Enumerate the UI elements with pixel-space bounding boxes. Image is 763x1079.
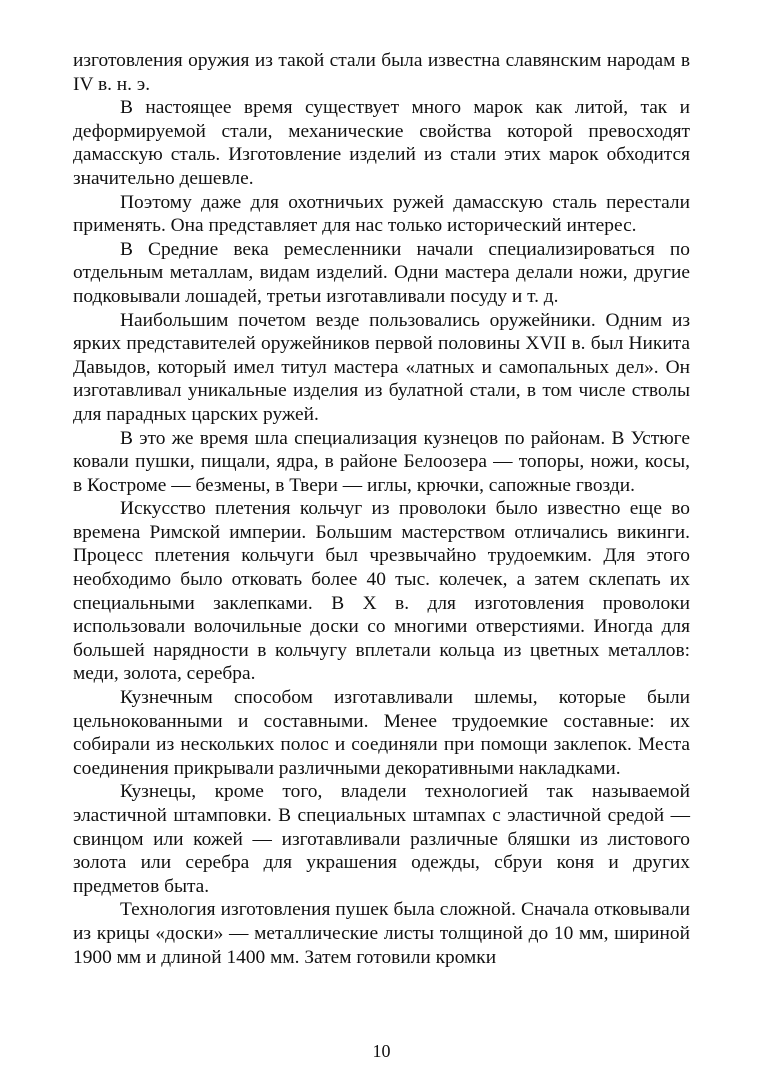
paragraph-6: В это же время шла специализация кузнецов по районам. В Устюге ковали пушки, пищали, ядра, в районе Белоозера — топоры, ножи, косы, в Костроме — безмены, в Твери — иглы, крючки, сапожные гвозди. (73, 427, 690, 496)
paragraph-7: Искусство плетения кольчуг из проволоки было известно еще во времена Римской империи. Большим мастерством отличались викинги. Процесс плетения кольчуги был чрезвычайно трудоемким. Для этого необходимо было отковать более 40 тыс. колечек, а затем склепать их специальными заклепками. В X в. для изготовления проволоки использовали волочильные доски со многими отверстиями. Иногда для большей нарядности в кольчугу вплетали кольца из цветных металлов: меди, золота, серебра. (73, 498, 690, 685)
paragraph-2: В настоящее время существует много марок как литой, так и деформируемой стали, механические свойства которой превосходят дамасскую сталь. Изготовление изделий из стали этих марок обходится значительно дешевле. (73, 97, 690, 189)
paragraph-4: В Средние века ремесленники начали специализироваться по отдельным металлам, видам изделий. Одни мастера делали ножи, другие подковывали лошадей, третьи изготавливали посуду и т. д. (73, 238, 690, 307)
page-body (73, 49, 690, 969)
paragraph-1: изготовления оружия из такой стали была известна славянским народам в IV в. н. э. (73, 50, 690, 95)
page-number: 10 (372, 1041, 391, 1061)
paragraph-8: Кузнечным способом изготавливали шлемы, которые были цельнокованными и составными. Менее трудоемкие составные: их собирали из нескольких полос и соединяли при помощи заклепок. Места соединения прикрывали различными декоративными накладками. (73, 687, 690, 779)
paragraph-9: Кузнецы, кроме того, владели технологией так называемой эластичной штамповки. В специальных штампах с эластичной средой — свинцом или кожей — изготавливали различные бляшки из листового золота или серебра для украшения одежды, сбруи коня и других предметов быта. (73, 781, 690, 897)
paragraph-10: Технология изготовления пушек была сложной. Сначала отковывали из крицы «доски» — металлические листы толщиной до 10 мм, шириной 1900 мм и длиной 1400 мм. Затем готовили кромки (73, 899, 690, 968)
paragraph-5: Наибольшим почетом везде пользовались оружейники. Одним из ярких представителей оружейников первой половины XVII в. был Никита Давыдов, который имел титул мастера «латных и самопальных дел». Он изготавливал уникальные изделия из булатной стали, в том числе стволы для парадных царских ружей. (73, 309, 690, 425)
paragraph-3: Поэтому даже для охотничьих ружей дамасскую сталь перестали применять. Она представляет для нас только исторический интерес. (73, 191, 690, 237)
